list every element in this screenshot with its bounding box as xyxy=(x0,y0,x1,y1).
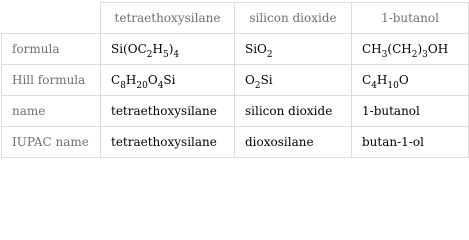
column-header-silicon-dioxide: silicon dioxide xyxy=(235,3,352,34)
formula-cell xyxy=(352,34,469,65)
cell-text: butan-1-ol xyxy=(362,135,424,149)
subscript: 4 xyxy=(157,81,164,91)
cell-text: H xyxy=(376,73,388,87)
subscript: 5 xyxy=(162,50,169,60)
row-label-iupac-name: IUPAC name xyxy=(2,127,101,158)
compound-comparison-table xyxy=(1,2,469,158)
column-header-tetraethoxysilane: tetraethoxysilane xyxy=(101,3,235,34)
cell-text: OH xyxy=(427,42,449,56)
cell-text: H xyxy=(152,42,163,56)
header-row xyxy=(2,3,469,34)
cell-text: silicon dioxide xyxy=(245,104,333,118)
formula-cell xyxy=(235,34,352,65)
subscript: 2 xyxy=(146,50,153,60)
cell-text: Si xyxy=(260,73,273,87)
subscript: 3 xyxy=(422,50,428,60)
subscript: 4 xyxy=(371,81,377,91)
cell-text: C xyxy=(362,73,372,87)
hill-formula-cell xyxy=(352,65,469,96)
subscript: 2 xyxy=(254,81,261,91)
subscript: 4 xyxy=(173,50,180,60)
cell-text: Si(OC xyxy=(111,42,147,56)
cell-text: ) xyxy=(417,42,423,56)
row-label-hill-formula: Hill formula xyxy=(2,65,101,96)
formula-cell xyxy=(101,34,235,65)
iupac-name-cell xyxy=(235,127,352,158)
cell-text: H xyxy=(125,73,137,87)
cell-text: ) xyxy=(168,42,174,56)
iupac-name-cell xyxy=(352,127,469,158)
cell-text: CH xyxy=(362,42,382,56)
cell-text: tetraethoxysilane xyxy=(111,135,217,149)
name-cell xyxy=(352,96,469,127)
row-label-formula: formula xyxy=(2,34,101,65)
hill-formula-cell xyxy=(101,65,235,96)
name-cell xyxy=(235,96,352,127)
table-row xyxy=(2,127,469,158)
subscript: 3 xyxy=(381,50,388,60)
cell-text: O xyxy=(245,73,255,87)
cell-text: dioxosilane xyxy=(245,135,314,149)
hill-formula-cell xyxy=(235,65,352,96)
cell-text: (CH xyxy=(387,42,412,56)
subscript: 8 xyxy=(120,81,126,91)
name-cell xyxy=(101,96,235,127)
row-label-name: name xyxy=(2,96,101,127)
subscript: 2 xyxy=(266,50,273,60)
cell-text: O xyxy=(147,73,158,87)
subscript: 2 xyxy=(411,50,418,60)
iupac-name-cell xyxy=(101,127,235,158)
cell-text: O xyxy=(398,73,409,87)
cell-text: 1-butanol xyxy=(362,104,420,118)
subscript: 20 xyxy=(136,81,148,91)
column-header-1-butanol: 1-butanol xyxy=(352,3,469,34)
cell-text: tetraethoxysilane xyxy=(111,104,217,118)
table-row xyxy=(2,96,469,127)
corner-cell xyxy=(2,3,101,34)
table-row xyxy=(2,34,469,65)
subscript: 10 xyxy=(387,81,399,91)
cell-text: C xyxy=(111,73,121,87)
cell-text: Si xyxy=(163,73,176,87)
table-row xyxy=(2,65,469,96)
cell-text: SiO xyxy=(245,42,267,56)
